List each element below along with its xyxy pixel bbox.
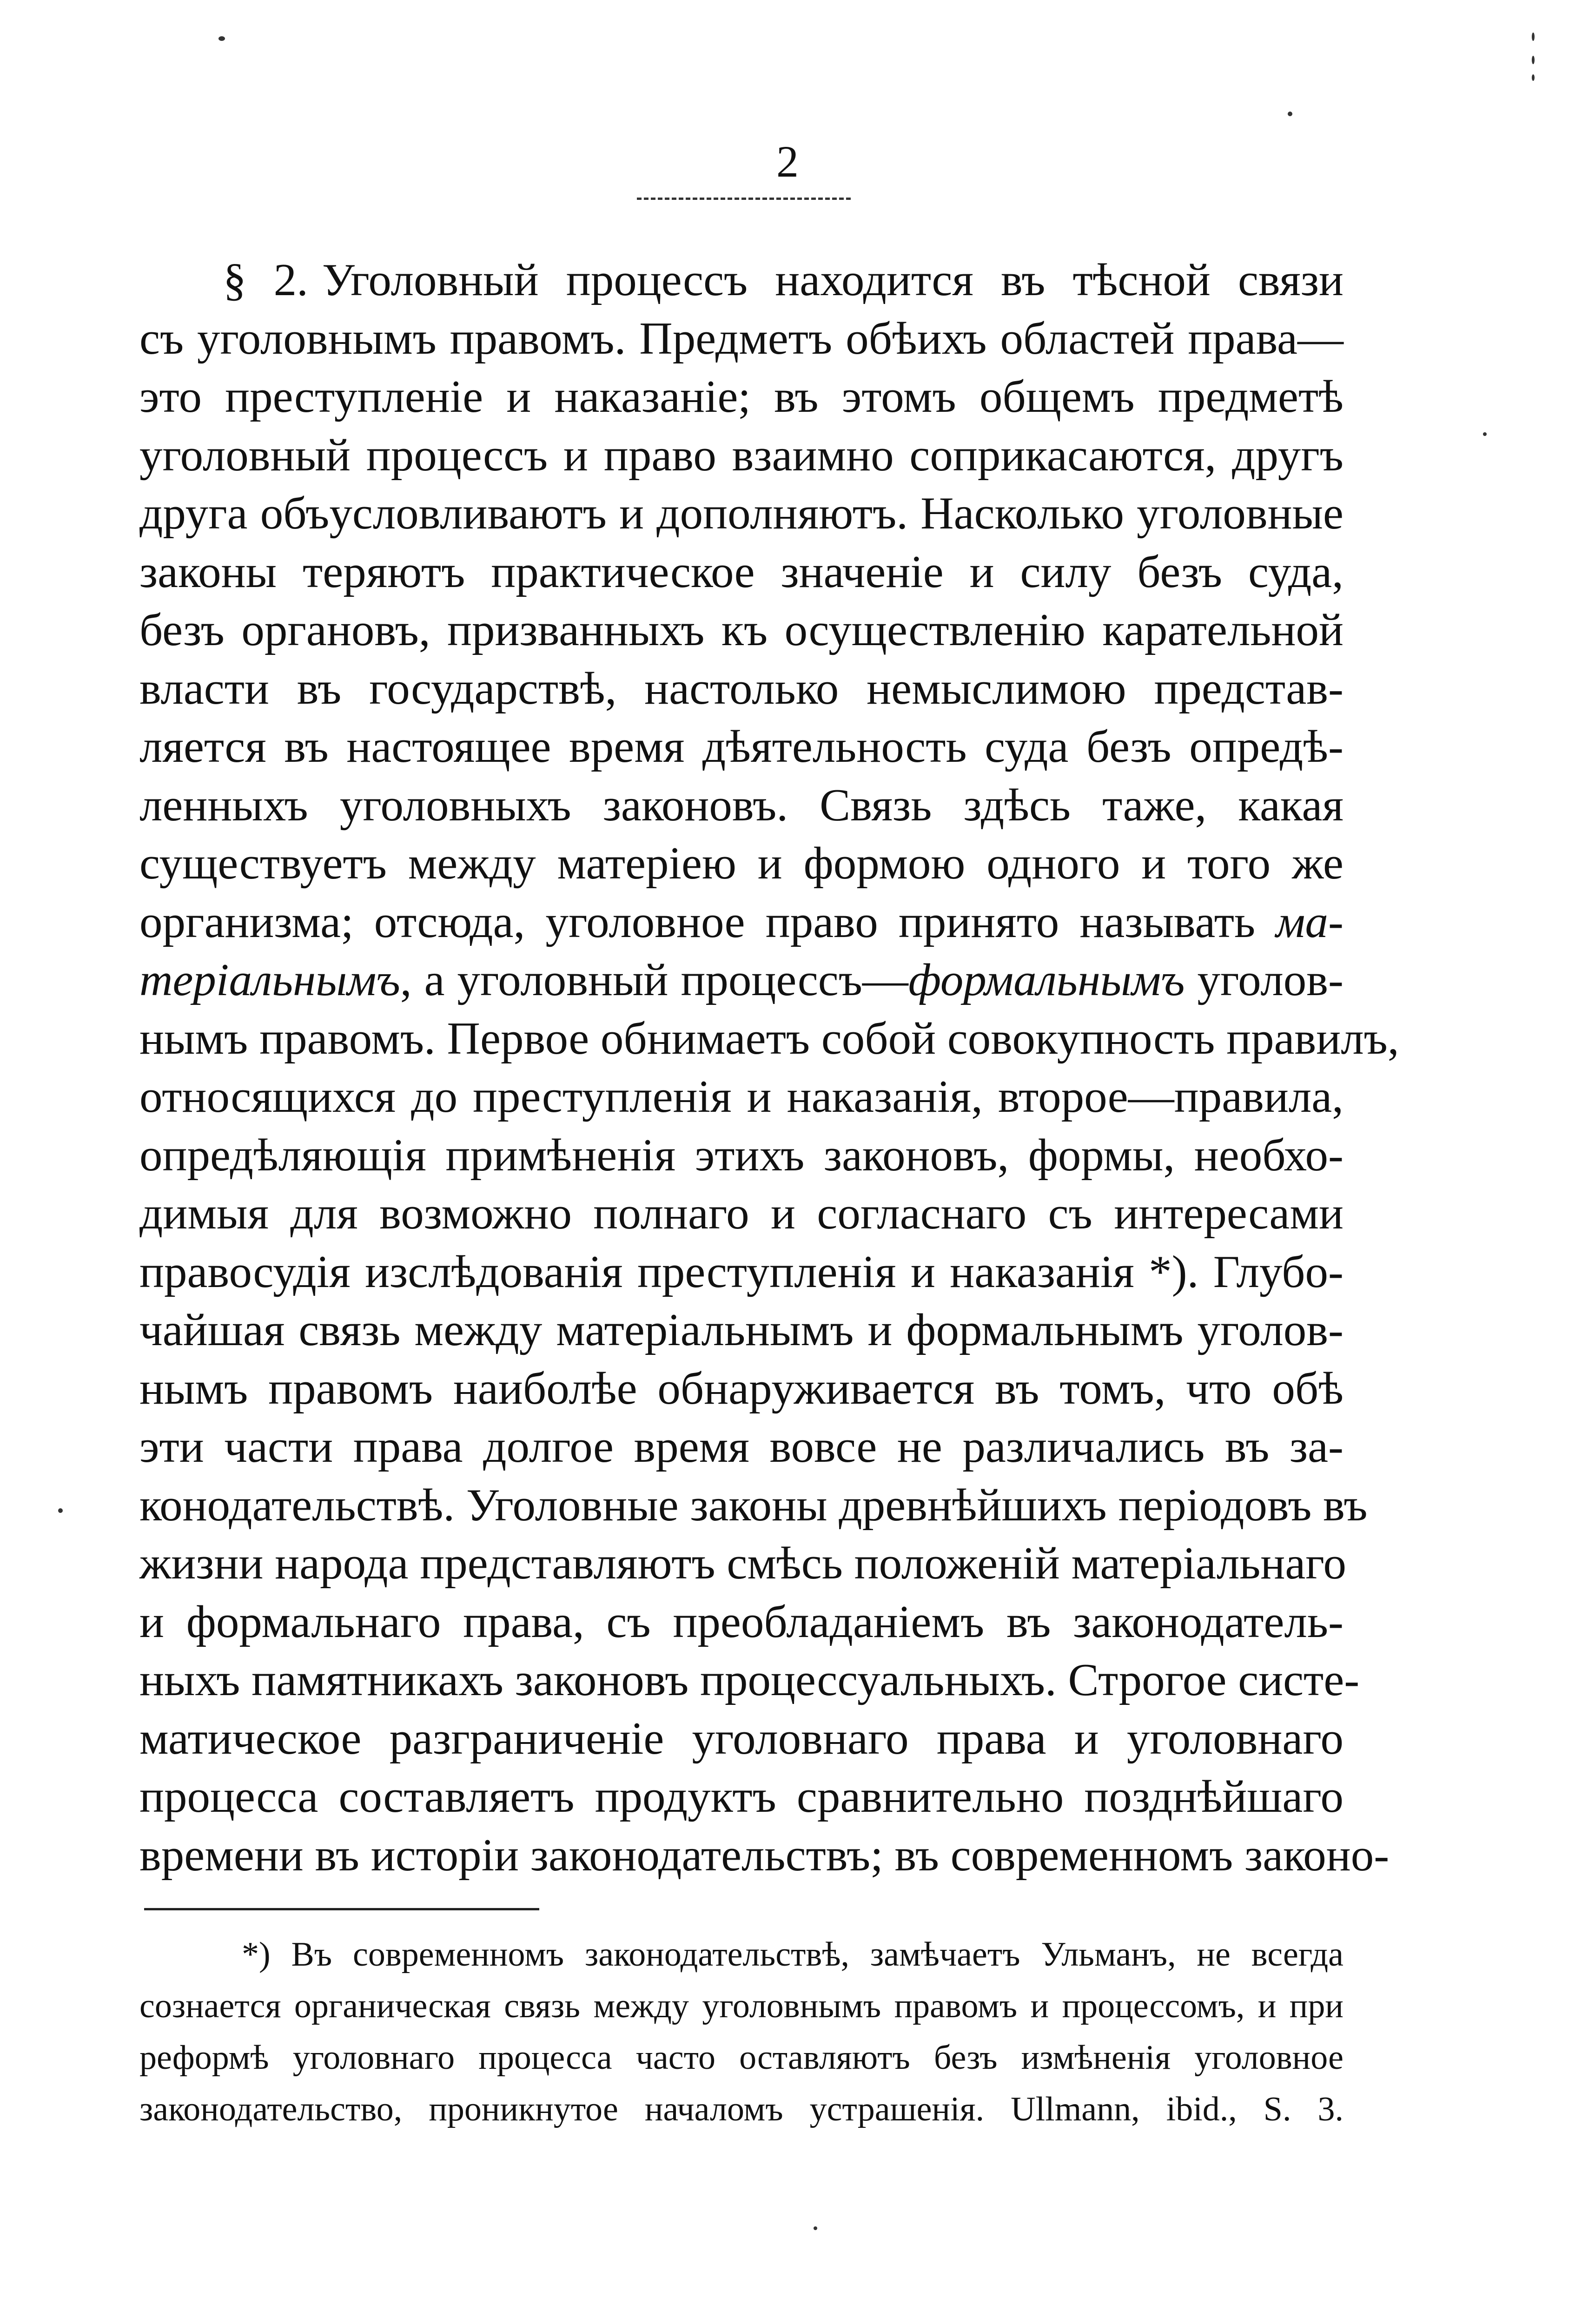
text-line: процесса составляетъ продуктъ сравнительно позднѣйшаго xyxy=(139,1771,1343,1822)
scan-speck xyxy=(1532,56,1535,64)
text-line: чайшая связь между матеріальнымъ и формальнымъ уголов- xyxy=(139,1305,1343,1355)
text-line: матическое разграниченіе уголовнаго права и уголовнаго xyxy=(139,1713,1343,1764)
page-number-rule xyxy=(637,198,851,200)
italic-term: ма- xyxy=(1276,896,1343,947)
text-line xyxy=(139,251,1343,310)
footnote-line: реформѣ уголовнаго процесса часто оставляютъ безъ измѣненія уголовное xyxy=(139,2039,1343,2077)
scan-speck xyxy=(1532,33,1535,41)
text-line: ленныхъ уголовныхъ законовъ. Связь здѣсь таже, какая xyxy=(139,779,1343,831)
text-line: это преступленіе и наказаніе; въ этомъ общемъ предметѣ xyxy=(139,371,1343,422)
scan-speck xyxy=(58,1508,63,1513)
text-line: нымъ правомъ наиболѣе обнаруживается въ томъ, что обѣ xyxy=(139,1363,1343,1414)
text-line: безъ органовъ, призванныхъ къ осуществленію карательной xyxy=(139,605,1343,655)
text-line: уголовный процессъ и право взаимно соприкасаются, другъ xyxy=(139,429,1343,481)
footnote-line: сознается органическая связь между уголовнымъ правомъ и процессомъ, и при xyxy=(139,1987,1343,2025)
text-line: ныхъ памятникахъ законовъ процессуальныхъ. Строгое систе- xyxy=(139,1655,1360,1705)
text-line: относящихся до преступленія и наказанія, второе—правила, xyxy=(139,1071,1343,1122)
scan-speck xyxy=(1288,112,1292,116)
text-line: правосудія изслѣдованія преступленія и наказанія *). Глубо- xyxy=(139,1246,1343,1297)
scan-speck xyxy=(814,2226,817,2230)
text-line: законы теряютъ практическое значеніе и силу безъ суда, xyxy=(139,546,1343,597)
text-line: существуетъ между матеріею и формою одного и того же xyxy=(139,838,1343,889)
text-line: ляется въ настоящее время дѣятельность суда безъ опредѣ- xyxy=(139,721,1343,772)
footnote-line: *) Въ современномъ законодательствѣ, замѣчаетъ Ульманъ, не всегда xyxy=(242,1935,1343,1974)
text-line: эти части права долгое время вовсе не различались въ за- xyxy=(139,1421,1343,1472)
text-line xyxy=(139,893,1343,951)
text-line: жизни народа представляютъ смѣсь положеній матеріальнаго xyxy=(139,1538,1346,1589)
text-line: съ уголовнымъ правомъ. Предметъ обѣихъ областей права— xyxy=(139,313,1343,364)
text-line: конодательствѣ. Уголовные законы древнѣйшихъ періодовъ въ xyxy=(139,1479,1368,1531)
text-line: времени въ исторіи законодательствъ; въ современномъ законо- xyxy=(139,1829,1390,1881)
section-mark: § 2. xyxy=(223,255,308,305)
scan-speck xyxy=(218,36,225,41)
text-line: друга объусловливаютъ и дополняютъ. Насколько уголовные xyxy=(139,488,1343,539)
footnote-rule xyxy=(144,1908,539,1910)
italic-term-formal: формальнымъ xyxy=(908,955,1185,1005)
text-line xyxy=(139,951,1343,1010)
text-line-plain: , а уголовный процессъ— xyxy=(400,955,908,1005)
text-line-plain: уголов- xyxy=(1185,955,1343,1005)
scan-speck xyxy=(1532,74,1535,81)
footnote xyxy=(139,1929,1343,2135)
text-line: власти въ государствѣ, настолько немыслимою представ- xyxy=(139,663,1343,714)
text-line: опредѣляющія примѣненія этихъ законовъ, формы, необхо- xyxy=(139,1129,1343,1181)
main-paragraph xyxy=(139,251,1399,1884)
text-line: димыя для возможно полнаго и согласнаго съ интересами xyxy=(139,1188,1343,1239)
scan-speck xyxy=(1483,432,1487,436)
footnote-line: законодательство, проникнутое началомъ устрашенія. Ullmann, ibid., S. 3. xyxy=(139,2090,1343,2128)
text-line-content: Уголовный процессъ находится въ тѣсной связи xyxy=(322,255,1343,305)
page-number: 2 xyxy=(776,137,799,186)
text-line: и формальнаго права, съ преобладаніемъ въ законодатель- xyxy=(139,1596,1343,1647)
italic-term-material: теріальнымъ xyxy=(139,955,400,1005)
text-line: нымъ правомъ. Первое обнимаетъ собой совокупность правилъ, xyxy=(139,1013,1399,1064)
text-line-plain: организма; отсюда, уголовное право принято называть xyxy=(139,896,1276,947)
